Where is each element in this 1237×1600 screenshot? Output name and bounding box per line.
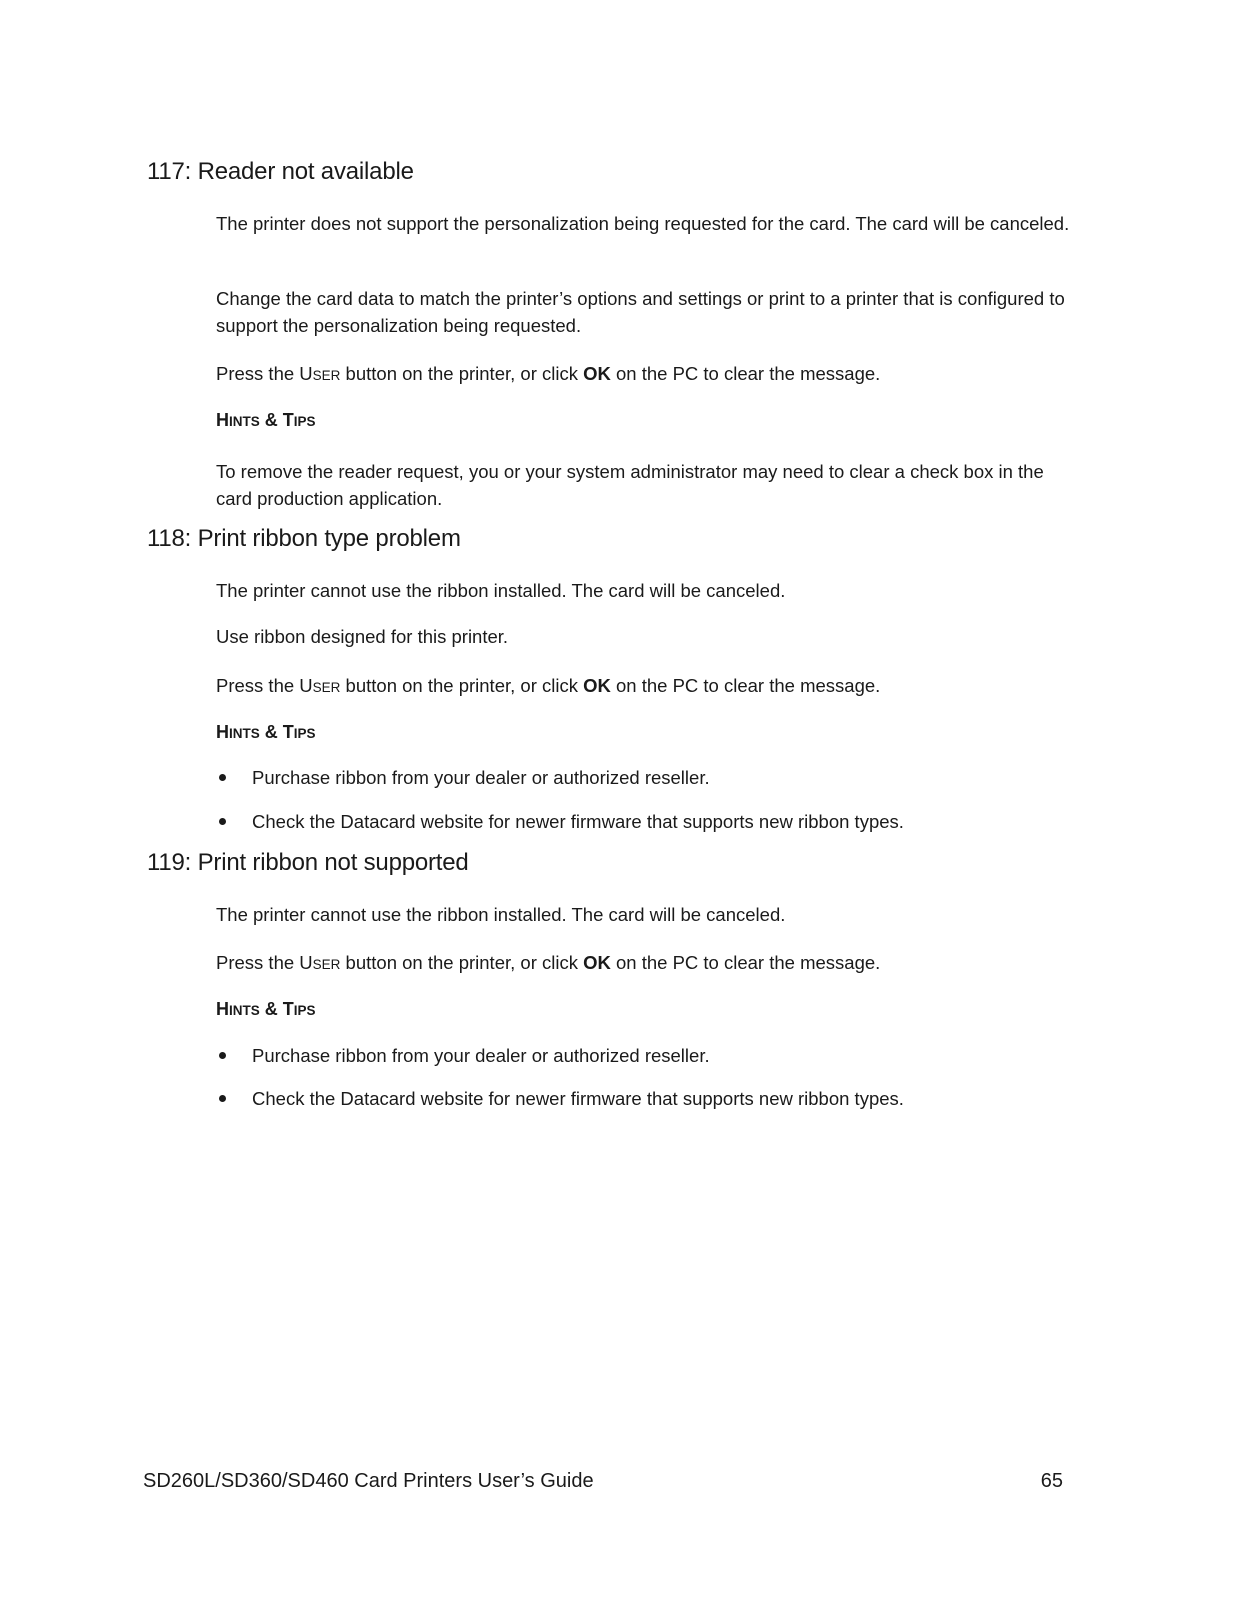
section-118-para-1: The printer cannot use the ribbon installed. The card will be canceled. (216, 580, 786, 601)
section-117-tip: To remove the reader request, you or your system administrator may need to clear a check box in the card production application. (216, 461, 1044, 509)
section-heading-119: 119: Print ribbon not supported (147, 849, 469, 876)
bullet-icon (219, 818, 226, 825)
bullet-icon (219, 1052, 226, 1059)
section-119-hints-tips-heading: HINTS & TIPS (216, 999, 316, 1019)
section-117-para-2: Change the card data to match the printer’s options and settings or print to a printer that is configured to support the personalization being requested. (216, 288, 1065, 336)
section-119-press-instruction: Press the USER button on the printer, or click OK on the PC to clear the message. (216, 952, 881, 973)
section-117-para-1: The printer does not support the personalization being requested for the card. The card will be canceled. (216, 213, 1070, 234)
list-item-text: Check the Datacard website for newer firmware that supports new ribbon types. (252, 811, 904, 832)
section-117-hints-tips-heading: HINTS & TIPS (216, 410, 316, 430)
section-119-para-1: The printer cannot use the ribbon installed. The card will be canceled. (216, 904, 786, 925)
list-item-text: Purchase ribbon from your dealer or authorized reseller. (252, 1045, 710, 1066)
footer-title: SD260L/SD360/SD460 Card Printers User’s Guide (143, 1470, 594, 1492)
list-item-text: Purchase ribbon from your dealer or authorized reseller. (252, 767, 710, 788)
section-118-para-2: Use ribbon designed for this printer. (216, 626, 509, 647)
bullet-icon (219, 1095, 226, 1102)
page-number: 65 (1040, 1470, 1063, 1492)
list-item-text: Check the Datacard website for newer firmware that supports new ribbon types. (252, 1088, 904, 1109)
section-118-hints-tips-heading: HINTS & TIPS (216, 722, 316, 742)
section-heading-117: 117: Reader not available (147, 158, 414, 185)
section-118-press-instruction: Press the USER button on the printer, or click OK on the PC to clear the message. (216, 675, 881, 696)
section-heading-118: 118: Print ribbon type problem (147, 525, 461, 552)
section-117-press-instruction: Press the USER button on the printer, or click OK on the PC to clear the message. (216, 363, 881, 384)
bullet-icon (219, 774, 226, 781)
